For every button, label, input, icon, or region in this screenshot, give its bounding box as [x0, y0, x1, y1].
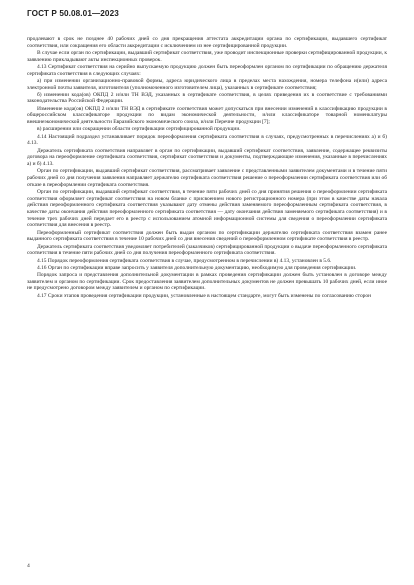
- paragraph: 4.15 Порядок переоформления сертификата соответствия в случае, предусмотренном в перечислении в) 4.13, установлен в 5.6.: [37, 257, 332, 264]
- paragraph: Орган по сертификации, выдавший сертификат соответствия, в течение пяти рабочих дней со дня принятия решения о переоформлении сертификата соответствия оформляет сертификат соответствия на новом бланке с присвоением нового регистрационного номера (при этом в качестве даты начала действия переоформленного сертификата соответствия указывают дату отмены действия заменяемого переоформленным сертификата соответствия, в качестве даты окончания действия переоформленного сертификата соответствия — дату окончания действия заменяемого сертификата соответствия) и в течение трех рабочих дней передает его в реестр с использованием атомной информационной системы для сведения о переоформлении сертификата соответствия для внесения в реестр.: [27, 188, 387, 229]
- paragraph: а) при изменении организационно-правовой формы, адреса юридического лица в пределах места нахождения, номера телефона и(или) адреса электронной почты заявителя, изготовителя (уполномоченного изготовителем лица), указанных в сертификате соответствия;: [27, 77, 387, 91]
- paragraph: б) изменении кода(ов) ОКПД 2 и/или ТН ВЭД, указанных в сертификате соответствия, в целях приведения их в соответствие с требованиями законодательства Российской Федерации.: [27, 91, 387, 105]
- document-body: [27, 36, 387, 299]
- paragraph: Переоформленный сертификат соответствия должен быть выдан органом по сертификации держателю сертификата соответствия взамен ранее выданного сертификата соответствия в течение 10 рабочих дней со дня внесения сведений о переоформленном сертификате соответствия в реестр.: [27, 229, 387, 243]
- paragraph: 4.17 Сроки этапов проведения сертификации продукции, установленные в настоящем стандарте, могут быть изменены по согласованию сторон: [37, 292, 372, 299]
- paragraph: продлевают в срок не позднее 40 рабочих дней со дня прекращения аттестата аккредитации органа по сертификации, выдавшего сертификат соответствия, или сокращения его области аккредитации с исключением из нее сертифицированной продукции.: [27, 36, 387, 49]
- paragraph: в) расширении или сокращении области сертификации сертифицированной продукции.: [37, 126, 241, 133]
- paragraph: 4.13 Сертификат соответствия на серийно выпускаемую продукцию должен быть переоформлен органом по сертификации по обращению держателя сертификата соответствия в следующих случаях:: [27, 63, 387, 77]
- paragraph: 4.14 Настоящий подраздел устанавливает порядок переоформления сертификата соответствия в случаях, предусмотренных в перечислениях а) и б) 4.13.: [27, 133, 387, 147]
- paragraph: 4.16 Орган по сертификации вправе запросить у заявителя дополнительную документацию, необходимую для проведения сертификации.: [37, 264, 357, 271]
- page-number: 4: [27, 563, 30, 569]
- document-header: ГОСТ Р 50.08.01—2023: [27, 9, 119, 18]
- paragraph: Изменение кода(ов) ОКПД 2 и/или ТН ВЭД в сертификате соответствия может допускаться при внесении изменений в классификацию продукции в общероссийском классификаторе продукции по видам экономической деятельности, и/или классификаторе товарной номенклатуры внешнеэкономической деятельности Евразийского экономического союза, и/или Перечне продукции [7];: [27, 105, 387, 126]
- paragraph: В случае если орган по сертификации, выдавший сертификат соответствия, уже проводит инспекционные проверки сертифицированной продукции, к заявлению прикладывают акты инспекционных проверок.: [27, 49, 387, 63]
- paragraph: Порядок запроса и представления дополнительной документации в рамках проведения сертификации должен быть установлен в договоре между заявителем и органом по сертификации. Срок предоставления заявителем дополнительных документов не должен превышать 10 рабочих дней, если иное не предусмотрено договором между заявителем и органом по сертификации.: [27, 271, 387, 292]
- paragraph: Орган по сертификации, выдавший сертификат соответствия, рассматривает заявление с представленными заявителем документами и в течение пяти рабочих дней со дня получения заявления направляет держателю сертификата соответствия решение о переоформлении сертификата соответствия или об отказе в переоформлении сертификата соответствия.: [27, 168, 387, 188]
- paragraph: Держатель сертификата соответствия уведомляет потребителей (заказчиков) сертифицированной продукции о выдаче переоформленного сертификата соответствия в течение пяти рабочих дней со дня получения переоформленного сертификата соответствия.: [27, 243, 387, 257]
- paragraph: Держатель сертификата соответствия направляет в орган по сертификации, выдавший сертификат соответствия, заявление, содержащее реквизиты договора на переоформление сертификата соответствия, сертификат соответствия и документы, подтверждающие изменения, указанные в перечислениях а) и б) 4.13.: [27, 147, 387, 167]
